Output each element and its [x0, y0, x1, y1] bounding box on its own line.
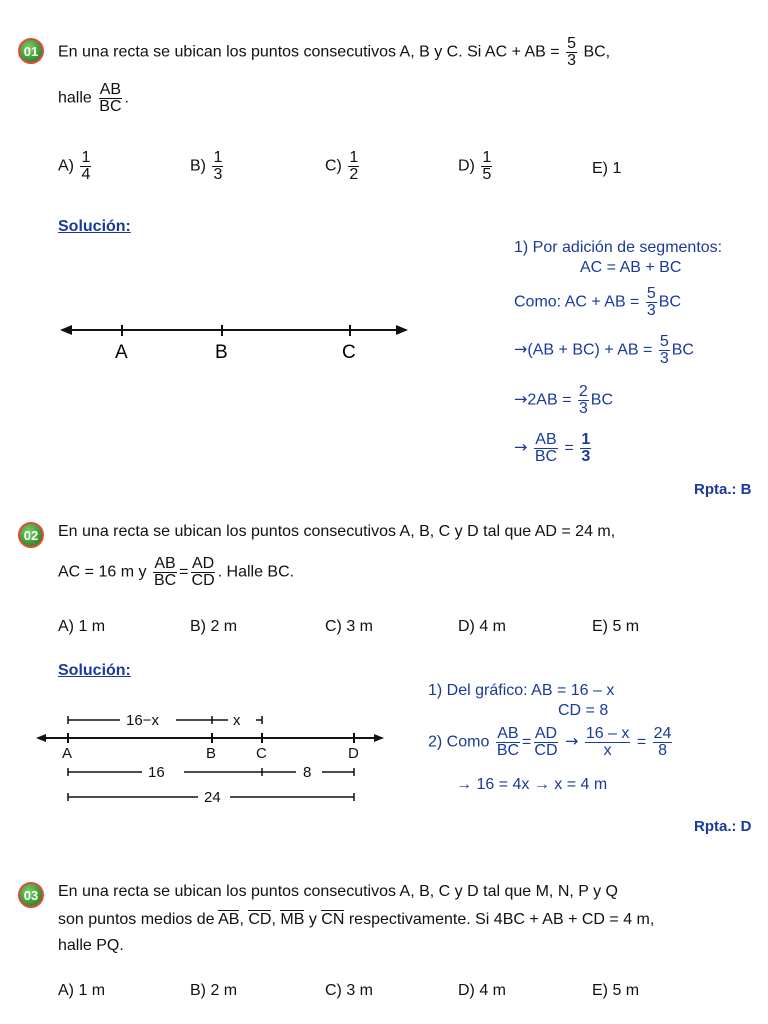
step-6: → $\frac{AB}{BC}$ = $\frac{1}{3}$	[514, 431, 591, 465]
segment-diagram	[60, 316, 410, 366]
point-label-c: C	[342, 342, 356, 363]
step-1: 1) Por adición de segmentos:	[514, 239, 723, 256]
dim-label-24: 24	[204, 789, 221, 806]
statement-text-end: BC,	[583, 43, 611, 61]
option-c: C) 3 m	[325, 618, 373, 635]
question-number-badge: 01	[18, 38, 44, 64]
option-a: A) 1 m	[58, 618, 106, 635]
question-statement: En una recta se ubican los puntos consecutivos A, B, C y D tal que AD = 24 m,	[58, 523, 616, 540]
question-statement	[58, 36, 610, 69]
step-3: Como: AC + AB = $\frac{5}{3}$ BC	[514, 285, 681, 319]
question-statement: En una recta se ubican los puntos consecutivos A, B, C y D tal que M, N, P y Q	[58, 883, 618, 900]
question-ask: halle PQ.	[58, 937, 124, 954]
segment-cn: CN	[321, 911, 345, 928]
option-b: B) $\frac{1}{3}$	[190, 149, 223, 183]
question-number-badge: 02	[18, 522, 44, 548]
question-statement-2: son puntos medios de AB, CD, MB y CN respectivamente. Si 4BC + AB + CD = 4 m,	[58, 911, 655, 928]
step-1: 1) Del gráfico: AB = 16 – x	[428, 682, 615, 699]
step-2: AC = AB + BC	[580, 259, 682, 276]
dim-label-16-x: 16−x	[126, 712, 159, 729]
question-number-badge: 03	[18, 882, 44, 908]
option-d: D) 4 m	[458, 982, 506, 999]
step-4: →(AB + BC) + AB = $\frac{5}{3}$ BC	[514, 333, 694, 367]
statement-text: En una recta se ubican los puntos consecutivos A, B y C. Si AC + AB =	[58, 43, 560, 61]
fraction: $\frac{5}{3}$	[567, 35, 576, 69]
solution-heading: Solución:	[58, 662, 131, 679]
halle-text: halle	[58, 89, 92, 107]
option-a: A) 1 m	[58, 982, 106, 999]
point-label-d: D	[348, 745, 359, 762]
segment-mb: MB	[280, 911, 305, 928]
option-e: E) 5 m	[592, 618, 640, 635]
option-b: B) 2 m	[190, 618, 238, 635]
segment-diagram	[36, 702, 386, 810]
question-statement-2: AC = 16 m y $\frac{AB}{BC}$ = $\frac{AD}{CD}$ . Halle BC.	[58, 555, 295, 589]
step-4: → 16 = 4x → x = 4 m	[456, 776, 608, 793]
step-2: CD = 8	[558, 702, 609, 719]
point-label-b: B	[215, 342, 228, 363]
solution-heading: Solución:	[58, 218, 131, 235]
option-e: E) 1	[592, 160, 622, 177]
point-label-a: A	[115, 342, 128, 363]
option-b: B) 2 m	[190, 982, 238, 999]
dim-label-16: 16	[148, 764, 165, 781]
segment-ab: AB	[218, 911, 240, 928]
point-label-a: A	[62, 745, 73, 762]
option-c: C) $\frac{1}{2}$	[325, 149, 359, 183]
dim-label-x: x	[233, 712, 241, 729]
option-a: A) $\frac{1}{4}$	[58, 149, 91, 183]
option-e: E) 5 m	[592, 982, 640, 999]
question-ask: halle $\frac{AB}{BC}$ .	[58, 81, 129, 115]
option-d: D) 4 m	[458, 618, 506, 635]
point-label-c: C	[256, 745, 267, 762]
step-5: →2AB = $\frac{2}{3}$ BC	[514, 383, 614, 417]
segment-cd: CD	[248, 911, 272, 928]
answer-label: Rpta.: B	[694, 481, 752, 498]
option-c: C) 3 m	[325, 982, 373, 999]
dim-label-8: 8	[303, 764, 312, 781]
fraction: $\frac{AB}{BC}$	[99, 81, 122, 115]
option-d: D) $\frac{1}{5}$	[458, 149, 492, 183]
step-3: 2) Como $\frac{AB}{BC}$ = $\frac{AD}{CD}$ → $\frac{16 - x}{x}$ = $\frac{24}{8}$	[428, 725, 672, 759]
point-label-b: B	[206, 745, 217, 762]
answer-label: Rpta.: D	[694, 818, 752, 835]
